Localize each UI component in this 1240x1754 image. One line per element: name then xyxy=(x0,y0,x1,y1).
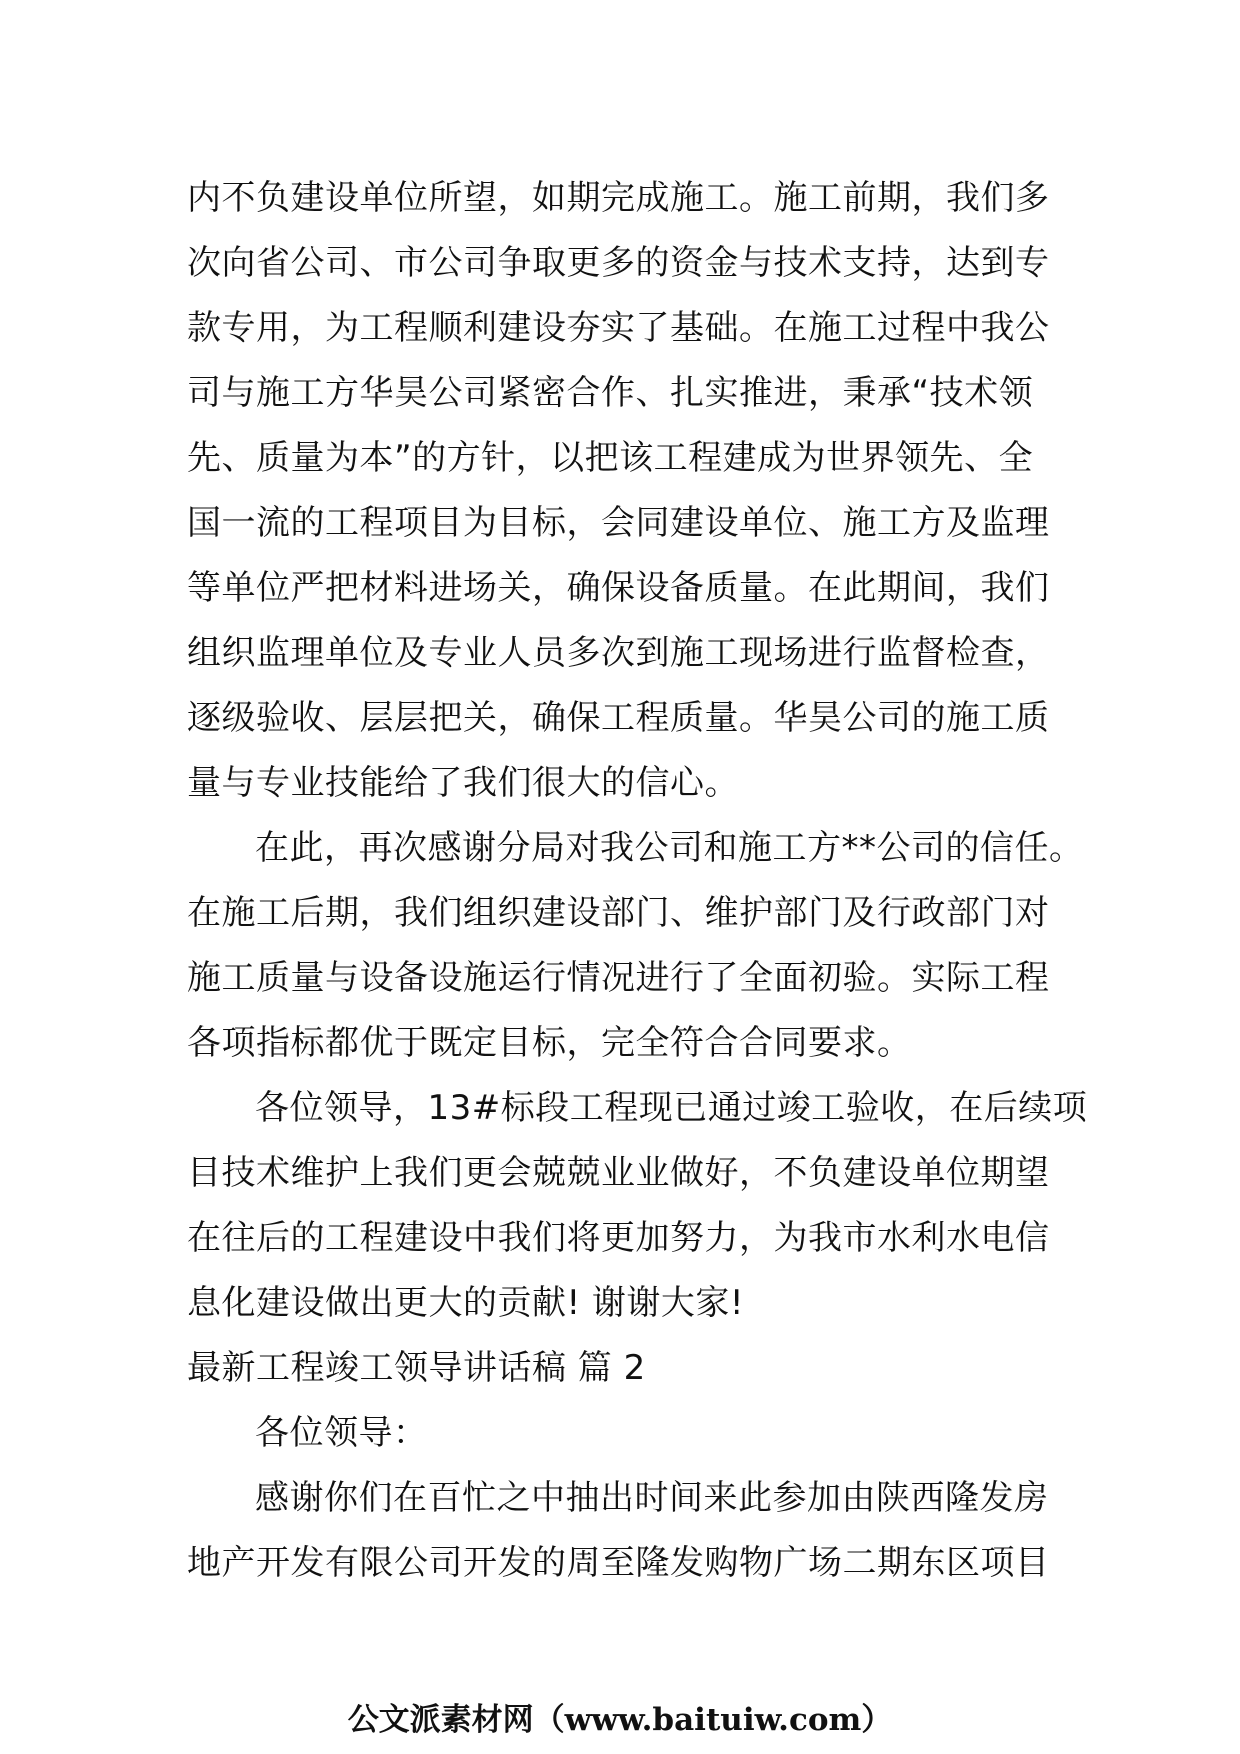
text-line: 组织监理单位及专业人员多次到施工现场进行监督检查， xyxy=(187,633,1050,673)
text-line: 目技术维护上我们更会兢兢业业做好，不负建设单位期望 xyxy=(187,1153,1050,1193)
page-footer-watermark: 公文派素材网（www.baituiw.com） xyxy=(347,1702,893,1738)
text-line: 地产开发有限公司开发的周至隆发购物广场二期东区项目 xyxy=(187,1543,1050,1583)
text-line: 内不负建设单位所望，如期完成施工。施工前期，我们多 xyxy=(187,178,1050,218)
text-line: 各位领导，13#标段工程现已通过竣工验收，在后续项 xyxy=(255,1088,1088,1128)
text-line: 量与专业技能给了我们很大的信心。 xyxy=(187,763,739,803)
text-line: 次向省公司、市公司争取更多的资金与技术支持，达到专 xyxy=(187,243,1050,283)
text-line: 逐级验收、层层把关，确保工程质量。华昊公司的施工质 xyxy=(187,698,1050,738)
text-line: 司与施工方华昊公司紧密合作、扎实推进，秉承“技术领 xyxy=(187,373,1034,413)
text-line: 等单位严把材料进场关，确保设备质量。在此期间，我们 xyxy=(187,568,1050,608)
document-body xyxy=(187,166,1088,1596)
text-line: 在往后的工程建设中我们将更加努力，为我市水利水电信 xyxy=(187,1218,1050,1258)
text-line: 在施工后期，我们组织建设部门、维护部门及行政部门对 xyxy=(187,893,1050,933)
text-line: 最新工程竣工领导讲话稿 篇 2 xyxy=(187,1348,646,1388)
text-line: 先、质量为本”的方针，以把该工程建成为世界领先、全 xyxy=(187,438,1034,478)
text-line: 款专用，为工程顺利建设夯实了基础。在施工过程中我公 xyxy=(187,308,1050,348)
text-line: 施工质量与设备设施运行情况进行了全面初验。实际工程 xyxy=(187,958,1050,998)
text-line: 息化建设做出更大的贡献! 谢谢大家! xyxy=(187,1283,745,1323)
text-line: 国一流的工程项目为目标，会同建设单位、施工方及监理 xyxy=(187,503,1050,543)
text-line: 各位领导： xyxy=(255,1413,428,1453)
text-line: 在此，再次感谢分局对我公司和施工方**公司的信任。 xyxy=(255,828,1084,868)
text-line: 感谢你们在百忙之中抽出时间来此参加由陕西隆发房 xyxy=(255,1478,1049,1518)
text-line: 各项指标都优于既定目标，完全符合合同要求。 xyxy=(187,1023,912,1063)
